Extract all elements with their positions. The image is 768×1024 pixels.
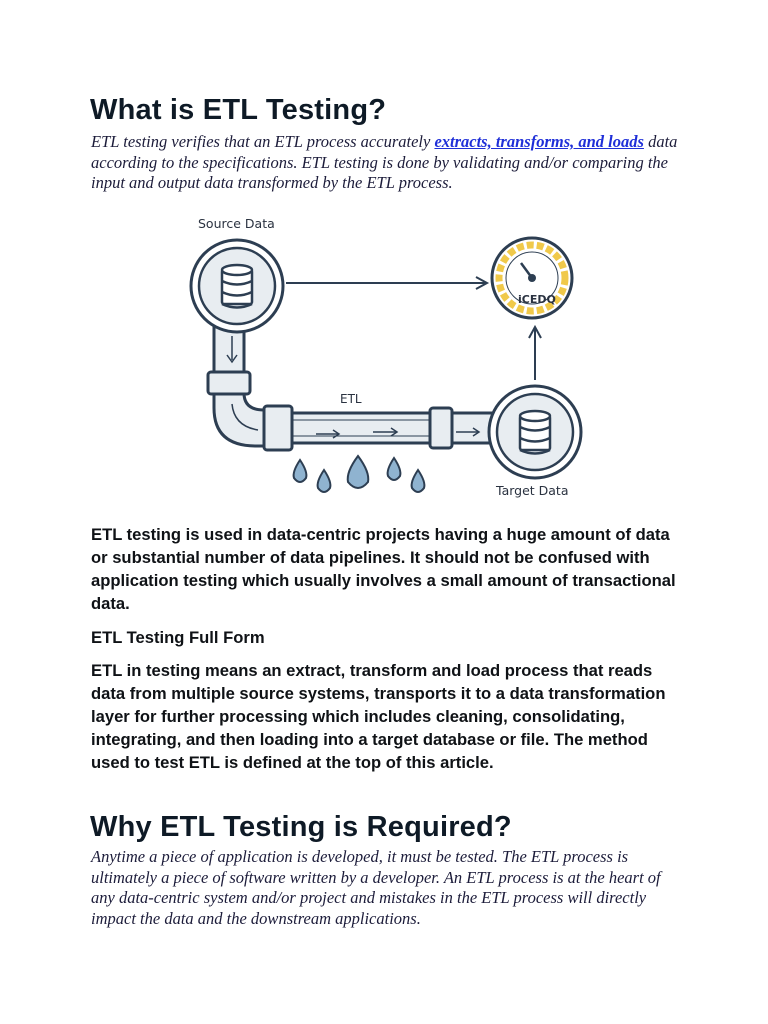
target-data-label: Target Data [496,483,569,498]
etl-link[interactable]: extracts, transforms, and loads [434,132,644,151]
intro-text-after: data according to the specifications. ETL testing is done by validating and/or comparing the input and output data transformed by the ETL process. [91,132,678,192]
target-database-icon [520,411,550,454]
gauge-icon [492,238,572,318]
source-node [191,240,283,332]
section-title-why-required: Why ETL Testing is Required? [90,811,512,843]
paragraph-etl-usage: ETL testing is used in data-centric projects having a huge amount of data or substantial number of data pipelines. It should not be confused with application testing which usually involves a small amount of transactional data. [91,525,676,613]
intro-paragraph [91,132,681,194]
why-required-paragraph: Anytime a piece of application is developed, it must be tested. The ETL process is ultimately a piece of software written by a developer. An ETL process is at the heart of any data-centric system and/or project and mistakes in the ETL process will directly impact the data and the downstream applications. [91,847,661,928]
pipe-coupling-left [264,406,292,450]
intro-text-before: ETL testing verifies that an ETL process accurately [91,132,435,151]
pipe-coupling-right [430,408,452,448]
page-title: What is ETL Testing? [90,94,387,126]
etl-pipeline-diagram [170,208,590,508]
paragraph-full-form: ETL in testing means an extract, transform and load process that reads data from multiple source systems, transports it to a data transformation layer for further processing which includes cleaning, consolidating, integrating, and then loading into a target database or file. The method used to test ETL is defined at the top of this article. [91,661,666,772]
subheading-full-form: ETL Testing Full Form [91,628,265,647]
gauge-label: iCEDQ [518,293,556,306]
target-node [489,386,581,478]
source-database-icon [222,265,252,308]
etl-label: ETL [340,392,362,406]
leak-drops [294,456,425,492]
source-to-gauge-arrow [286,277,487,289]
pipe-coupling-top [208,372,250,394]
source-data-label: Source Data [198,216,275,231]
target-to-gauge-arrow [529,327,541,380]
